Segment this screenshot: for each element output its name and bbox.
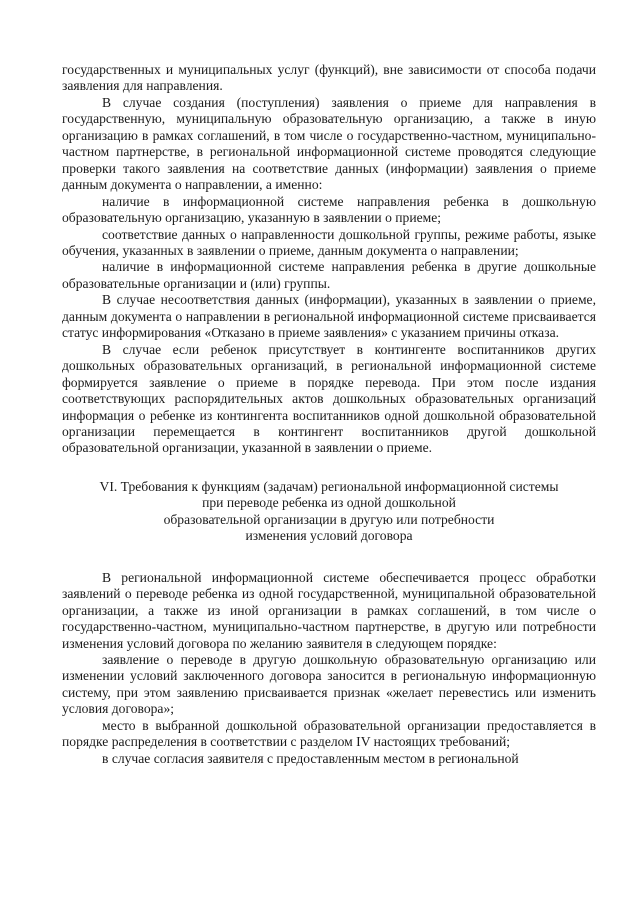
paragraph-continuation: государственных и муниципальных услуг (функций), вне зависимости от способа подачи заявления для направления. <box>62 62 596 94</box>
paragraph-check-other-referrals: наличие в информационной системе направления ребенка в другие дошкольные образовательные организации и (или) группы. <box>62 259 596 291</box>
section-heading-line: при переводе ребенка из одной дошкольной <box>202 495 456 511</box>
paragraph-applicant-consent: в случае согласия заявителя с предоставленным местом в региональной <box>102 750 519 766</box>
paragraph-transfer-application: заявление о переводе в другую дошкольную образовательную организацию или изменении условий заключенного договора заносится в региональную информационную систему, при этом заявлению присваивается признак «желает перевестись или изменить условия договора»; <box>62 651 596 717</box>
paragraph-application-checks: В случае создания (поступления) заявления о приеме для направления в государственную, муниципальную образовательную организацию, а также в иную организацию в рамках соглашений, в том числе о государственно-частном, муниципально-частном партнерстве, в региональной информационной системе проводятся следующие проверки такого заявления на соответствие данных (информации) заявления о приеме данным документа о направлении, а именно: <box>62 94 596 193</box>
section-heading <box>62 479 596 545</box>
section-heading-line: изменения условий договора <box>245 528 413 544</box>
paragraph-transfer-contingent: В случае если ребенок присутствует в контингенте воспитанников других дошкольных образовательных организаций, в региональной информационной системе формируется заявление о приеме в порядке перевода. При этом после издания соответствующих распорядительных актов дошкольных образовательных организаций информация о ребенке из контингента воспитанников одной дошкольной образовательной организации перемещается в контингент воспитанников другой дошкольной образовательной организации, указанной в заявлении о приеме. <box>62 341 596 456</box>
paragraph-check-group-data: соответствие данных о направленности дошкольной группы, режиме работы, языке обучения, указанных в заявлении о приеме, данным документа о направлении; <box>62 226 596 258</box>
document-page <box>62 62 596 767</box>
paragraph-place-allocation: место в выбранной дошкольной образовательной организации предоставляется в порядке распределения в соответствии с разделом IV настоящих требований; <box>62 717 596 750</box>
section-heading-line: VI. Требования к функциям (задачам) региональной информационной системы <box>99 478 559 494</box>
section-heading-line: образовательной организации в другую или потребности <box>163 511 495 527</box>
paragraph-check-referral: наличие в информационной системе направления ребенка в дошкольную образовательную организацию, указанную в заявлении о приеме; <box>62 193 596 226</box>
paragraph-mismatch-refusal: В случае несоответствия данных (информации), указанных в заявлении о приеме, данным документа о направлении в региональной информационной системе присваивается статус информирования «Отказано в приеме заявления» с указанием причины отказа. <box>62 292 596 341</box>
paragraph-transfer-process: В региональной информационной системе обеспечивается процесс обработки заявлений о переводе ребенка из одной государственной, муниципальной образовательной организации, а также из иной организации в рамках соглашений, в том числе о государственно-частном, муниципально-частном партнерстве, в другую или потребности изменения условий договора по желанию заявителя в следующем порядке: <box>62 569 596 651</box>
